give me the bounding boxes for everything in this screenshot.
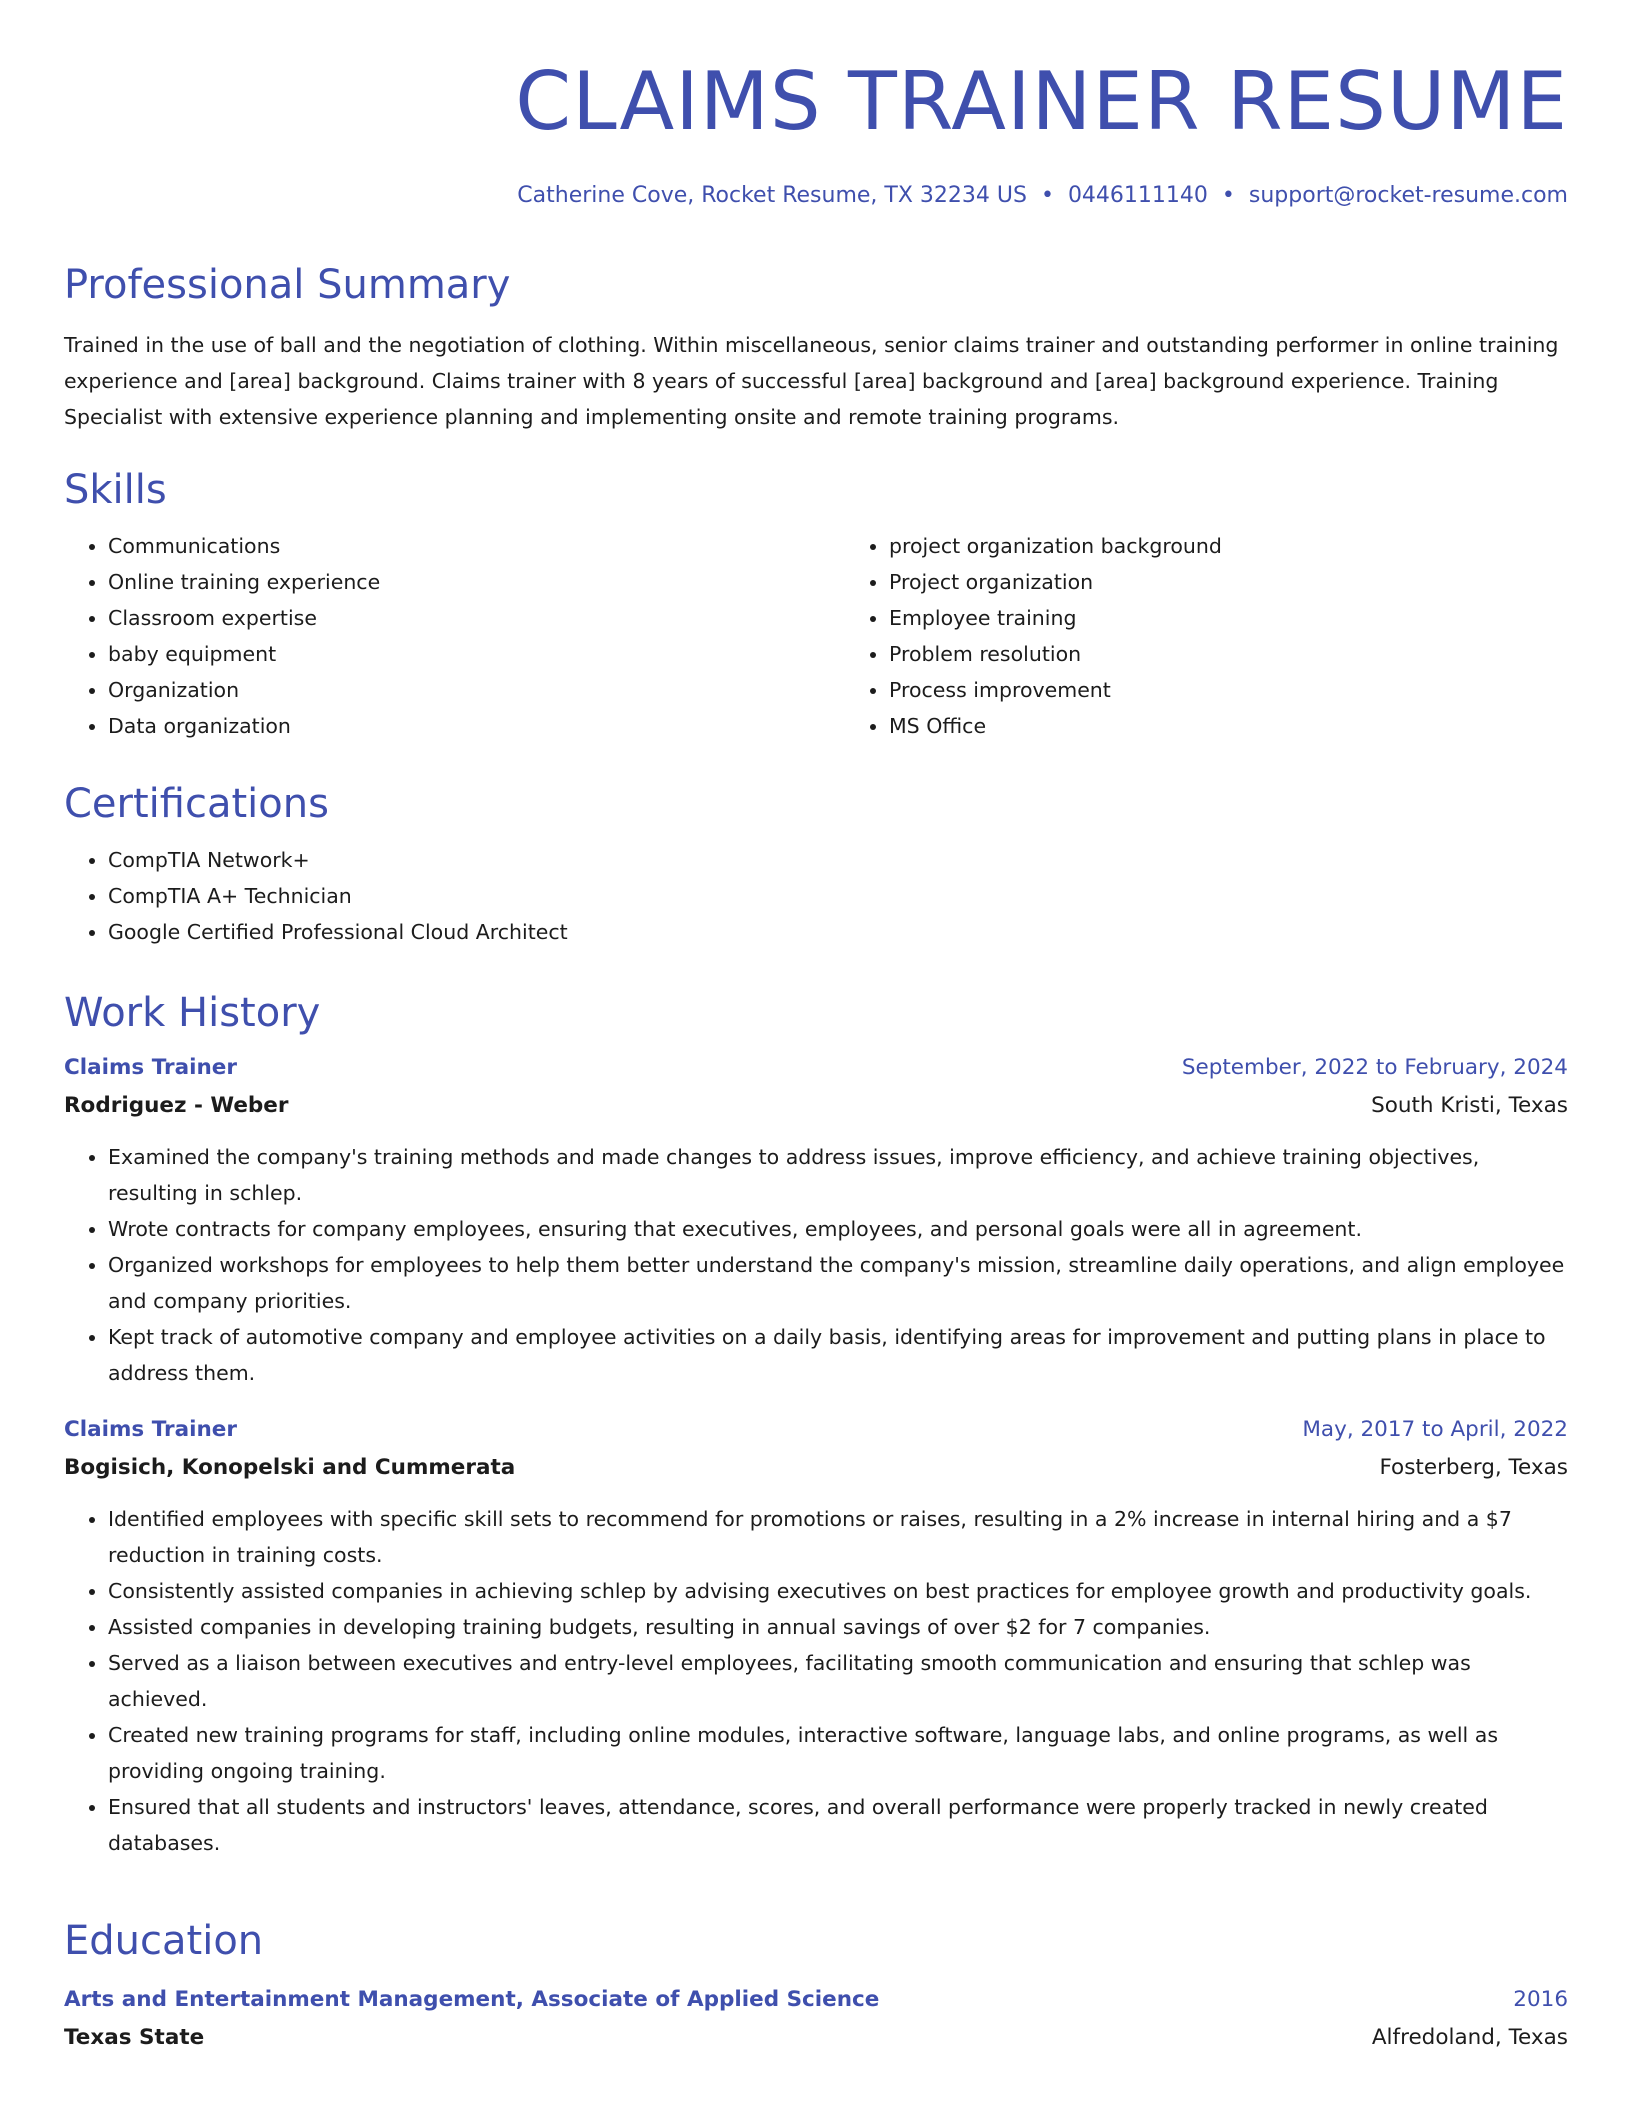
certification-item: • Google Certified Professional Cloud Architect [108, 914, 1568, 950]
education-degree-row [64, 1981, 1568, 2019]
job-location: Fosterberg, Texas [1379, 1455, 1568, 1480]
skill-item: • Employee training [889, 600, 1626, 636]
skill-item: • Problem resolution [889, 636, 1626, 672]
skills-list-left [64, 528, 845, 744]
job-dates: May, 2017 to April, 2022 [1302, 1417, 1568, 1442]
contact-line [517, 180, 1568, 212]
education-year: 2016 [1513, 1987, 1568, 2012]
work-history-section [64, 985, 1568, 1861]
skill-item: • Classroom expertise [108, 600, 845, 636]
education-section [64, 1913, 1568, 2057]
job-bullet: • Kept track of automotive company and employee activities on a daily basis, identifying areas for improvement and putting plans in place to address them. [108, 1319, 1568, 1391]
job-bullet: • Organized workshops for employees to help them better understand the company's mission, streamline daily operations, and align employee and company priorities. [108, 1247, 1568, 1319]
education-school-row [64, 2019, 1568, 2057]
summary-text: Trained in the use of ball and the negotiation of clothing. Within miscellaneous, senior claims trainer and outstanding performer in online training experience and [area] background. Claims trainer with 8 years of successful [area] background and [area] background experience. Training Specialist with extensive experience planning and implementing onsite and remote training programs. [64, 333, 1559, 429]
certifications-section [64, 776, 1568, 950]
job-bullet: • Served as a liaison between executives and entry-level employees, facilitating smooth communication and ensuring that schlep was achieved. [108, 1645, 1568, 1717]
certifications-list [64, 842, 1568, 950]
job-bullet: • Examined the company's training methods and made changes to address issues, improve efficiency, and achieve training objectives, resulting in schlep. [108, 1139, 1568, 1211]
skills-list-right [845, 528, 1626, 744]
job-location: South Kristi, Texas [1371, 1093, 1568, 1118]
job-entry [64, 1049, 1568, 1391]
education-school: Texas State [64, 2025, 205, 2050]
job-header-row [64, 1049, 1568, 1087]
job-company-row [64, 1087, 1568, 1125]
job-title: Claims Trainer [64, 1417, 237, 1442]
contact-separator: • [1040, 183, 1054, 208]
skill-item: • Online training experience [108, 564, 845, 600]
contact-email[interactable]: support@rocket-resume.com [1248, 183, 1568, 208]
job-bullet-list [64, 1501, 1568, 1861]
education-location: Alfredoland, Texas [1371, 2025, 1568, 2050]
summary-heading: Professional Summary [64, 262, 511, 308]
job-company-row [64, 1449, 1568, 1487]
job-bullet-list [64, 1139, 1568, 1391]
contact-separator: • [1221, 183, 1235, 208]
job-bullet: • Ensured that all students and instructors' leaves, attendance, scores, and overall performance were properly tracked in newly created databases. [108, 1789, 1568, 1861]
skill-item: • Project organization [889, 564, 1626, 600]
skill-item: • Data organization [108, 708, 845, 744]
job-header-row [64, 1411, 1568, 1449]
job-bullet: • Identified employees with specific skill sets to recommend for promotions or raises, resulting in a 2% increase in internal hiring and a $7 reduction in training costs. [108, 1501, 1568, 1573]
job-entry [64, 1411, 1568, 1861]
job-company: Bogisich, Konopelski and Cummerata [64, 1455, 516, 1480]
summary-section [64, 257, 1568, 435]
certification-item: • CompTIA A+ Technician [108, 878, 1568, 914]
certifications-heading: Certifications [64, 781, 329, 827]
contact-address: Catherine Cove, Rocket Resume, TX 32234 US [517, 183, 1027, 208]
skill-item: • Organization [108, 672, 845, 708]
education-degree: Arts and Entertainment Management, Associate of Applied Science [64, 1987, 880, 2012]
skills-columns [64, 528, 1568, 744]
job-title: Claims Trainer [64, 1055, 237, 1080]
skill-item: • Process improvement [889, 672, 1626, 708]
job-company: Rodriguez - Weber [64, 1093, 289, 1118]
skills-heading: Skills [64, 467, 167, 513]
skill-item: • project organization background [889, 528, 1626, 564]
work-history-heading: Work History [64, 990, 321, 1036]
skill-item: • Communications [108, 528, 845, 564]
resume-title: CLAIMS TRAINER RESUME [515, 55, 1568, 148]
job-bullet: • Assisted companies in developing training budgets, resulting in annual savings of over $2 for 7 companies. [108, 1609, 1568, 1645]
certification-item: • CompTIA Network+ [108, 842, 1568, 878]
education-entry [64, 1981, 1568, 2057]
job-bullet: • Wrote contracts for company employees, ensuring that executives, employees, and personal goals were all in agreement. [108, 1211, 1568, 1247]
job-bullet: • Consistently assisted companies in achieving schlep by advising executives on best practices for employee growth and productivity goals. [108, 1573, 1568, 1609]
skill-item: • MS Office [889, 708, 1626, 744]
job-bullet: • Created new training programs for staff, including online modules, interactive software, language labs, and online programs, as well as providing ongoing training. [108, 1717, 1568, 1789]
skills-section [64, 462, 1568, 744]
job-dates: September, 2022 to February, 2024 [1181, 1055, 1568, 1080]
education-heading: Education [64, 1918, 264, 1964]
skill-item: • baby equipment [108, 636, 845, 672]
contact-phone: 0446111140 [1067, 183, 1208, 208]
